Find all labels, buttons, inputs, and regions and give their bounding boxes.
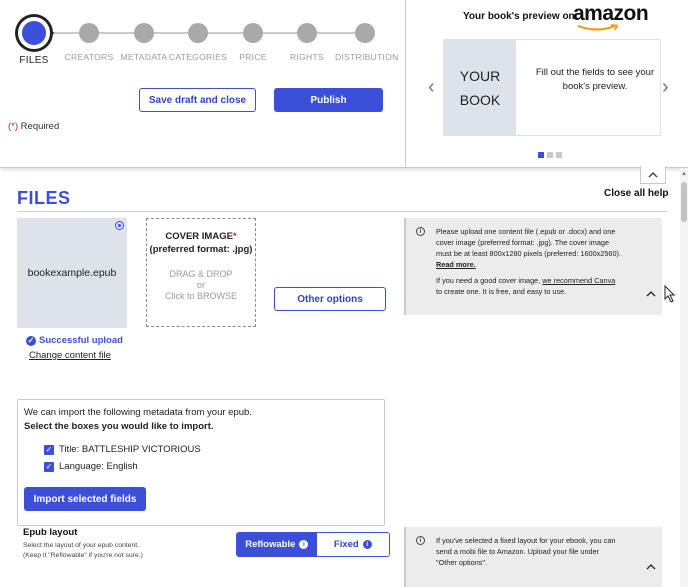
page-scrollbar[interactable] [680, 168, 688, 587]
publish-button[interactable]: Publish [274, 88, 383, 112]
info-icon[interactable]: i [299, 540, 308, 549]
step-metadata[interactable] [114, 0, 174, 62]
step-distribution-dot [355, 23, 375, 43]
wizard-header [0, 0, 688, 168]
cover-format: (preferred format: .jpg) [149, 244, 253, 255]
chevron-up-icon [646, 291, 656, 297]
carousel-dot-1[interactable] [538, 152, 544, 158]
import-field-language[interactable] [44, 461, 138, 472]
layout-help-text [436, 535, 615, 568]
preview-card [443, 39, 661, 136]
dropzone-hint [147, 269, 255, 302]
layout-help-box [404, 527, 662, 587]
files-help-text [436, 226, 621, 297]
collapse-help-button[interactable] [646, 288, 656, 300]
required-note [8, 121, 59, 132]
info-icon: i [416, 227, 425, 236]
book-preview-panel [405, 0, 688, 168]
step-price-label: PRICE [239, 52, 267, 62]
import-selected-fields-button[interactable]: Import selected fields [24, 487, 146, 511]
step-creators-label: CREATORS [64, 52, 114, 62]
collapse-layout-help-button[interactable] [646, 561, 656, 573]
step-categories-label: CATEGORIES [168, 52, 228, 62]
amazon-logo: amazon [573, 2, 649, 25]
cover-title-text: COVER IMAGE [165, 231, 233, 242]
epub-desc-line-1: Select the layout of your epub content. [23, 542, 140, 549]
mouse-cursor-icon [664, 285, 676, 303]
step-rights-label: RIGHTS [290, 52, 324, 62]
amazon-smile-icon [577, 24, 621, 32]
fixed-label: Fixed [333, 539, 359, 550]
step-creators-dot [79, 23, 99, 43]
preview-title: Your book's preview on [463, 11, 575, 22]
help-line-6: to create one. It is free, and easy to use. [436, 287, 567, 296]
step-files-dot [18, 17, 50, 49]
help-line-2: cover image (preferred format: .jpg). The cover image [436, 238, 610, 247]
checkbox-checked-icon[interactable]: ✓ [45, 444, 53, 454]
change-content-file-link[interactable]: Change content file [29, 350, 111, 361]
step-metadata-label: METADATA [120, 52, 168, 62]
help-line-5: If you need a good cover image, [436, 276, 543, 285]
step-distribution-label: DISTRIBUTION [335, 52, 399, 62]
import-instruction: Select the boxes you would like to import. [24, 421, 214, 432]
import-field-language-label: Language: English [59, 461, 138, 472]
read-more-link[interactable]: Read more. [436, 260, 476, 269]
close-all-help-link[interactable]: Close all help [604, 188, 669, 199]
book-cover-placeholder [444, 40, 516, 135]
upload-status-text: Successful upload [39, 335, 123, 346]
carousel-dots [538, 152, 562, 158]
layout-help-line-1: If you've selected a fixed layout for your ebook, you can [436, 536, 616, 545]
file-settings-icon[interactable] [115, 221, 124, 230]
cover-required-star: * [232, 231, 237, 242]
info-icon: i [416, 536, 425, 545]
preview-prev-arrow[interactable]: ‹ [428, 76, 435, 98]
carousel-dot-2[interactable] [547, 152, 553, 158]
cover-line-1: YOUR [459, 67, 501, 84]
epub-layout-title: Epub layout [23, 527, 78, 538]
epub-layout-toggle [236, 532, 390, 557]
layout-fixed-option[interactable] [317, 533, 389, 556]
drop-line-1: DRAG & DROP [169, 269, 233, 279]
info-icon[interactable]: i [363, 540, 372, 549]
step-progress [0, 0, 405, 168]
step-files-label: FILES [19, 55, 49, 66]
step-price-dot [243, 23, 263, 43]
import-field-title[interactable] [44, 444, 201, 455]
cover-title [147, 230, 255, 256]
layout-help-line-3: "Other options". [436, 558, 488, 567]
preview-message: Fill out the fields to see your book's preview. [535, 67, 655, 92]
step-rights[interactable] [277, 0, 337, 62]
chevron-up-icon [646, 564, 656, 570]
help-line-1: Please upload one content file (.epub or .docx) and one [436, 227, 616, 236]
scrollbar-thumb[interactable] [681, 182, 687, 222]
content-file-name: bookexample.epub [27, 267, 117, 279]
drop-line-2: or [196, 280, 205, 290]
canva-link[interactable]: we recommend Canva [542, 276, 616, 285]
import-field-title-label: Title: BATTLESHIP VICTORIOUS [59, 444, 201, 455]
preview-next-arrow[interactable]: › [662, 76, 669, 98]
chevron-up-icon [648, 172, 658, 178]
content-file-tile[interactable] [17, 218, 127, 328]
required-star: (*) [8, 121, 19, 132]
step-creators[interactable] [59, 0, 119, 62]
epub-desc-line-2: (Keep it "Reflowable" if you're not sure.) [23, 552, 143, 559]
epub-layout-description [23, 541, 143, 561]
upload-status [26, 335, 123, 346]
check-circle-icon: ✓ [27, 335, 35, 345]
required-text: Required [18, 121, 60, 132]
step-rights-dot [297, 23, 317, 43]
step-categories-dot [188, 23, 208, 43]
section-divider [17, 211, 667, 212]
files-help-box [404, 218, 662, 315]
metadata-import-panel [17, 399, 385, 526]
scroll-up-arrow-icon[interactable]: ▲ [681, 171, 687, 177]
other-options-button[interactable]: Other options [274, 287, 386, 311]
collapse-header-button[interactable] [640, 166, 666, 184]
carousel-dot-3[interactable] [556, 152, 562, 158]
step-price[interactable] [223, 0, 283, 62]
reflowable-label: Reflowable [245, 539, 296, 550]
layout-help-line-2: send a mobi file to Amazon. Upload your file under [436, 547, 600, 556]
drop-line-3: Click to BROWSE [164, 291, 237, 301]
help-line-3: must be at least 800x1280 pixels (preferred: 1600x2560). [436, 249, 621, 258]
step-metadata-dot [134, 23, 154, 43]
save-draft-button[interactable]: Save draft and close [139, 88, 256, 112]
cover-image-dropzone[interactable] [146, 218, 256, 327]
checkbox-checked-icon[interactable]: ✓ [45, 461, 53, 471]
import-intro: We can import the following metadata from your epub. [24, 407, 252, 418]
step-categories[interactable] [168, 0, 228, 62]
step-files[interactable] [4, 0, 64, 66]
cover-line-2: BOOK [459, 91, 501, 108]
section-heading: FILES [17, 188, 71, 208]
step-distribution[interactable] [335, 0, 399, 62]
layout-reflowable-option[interactable] [237, 533, 317, 556]
